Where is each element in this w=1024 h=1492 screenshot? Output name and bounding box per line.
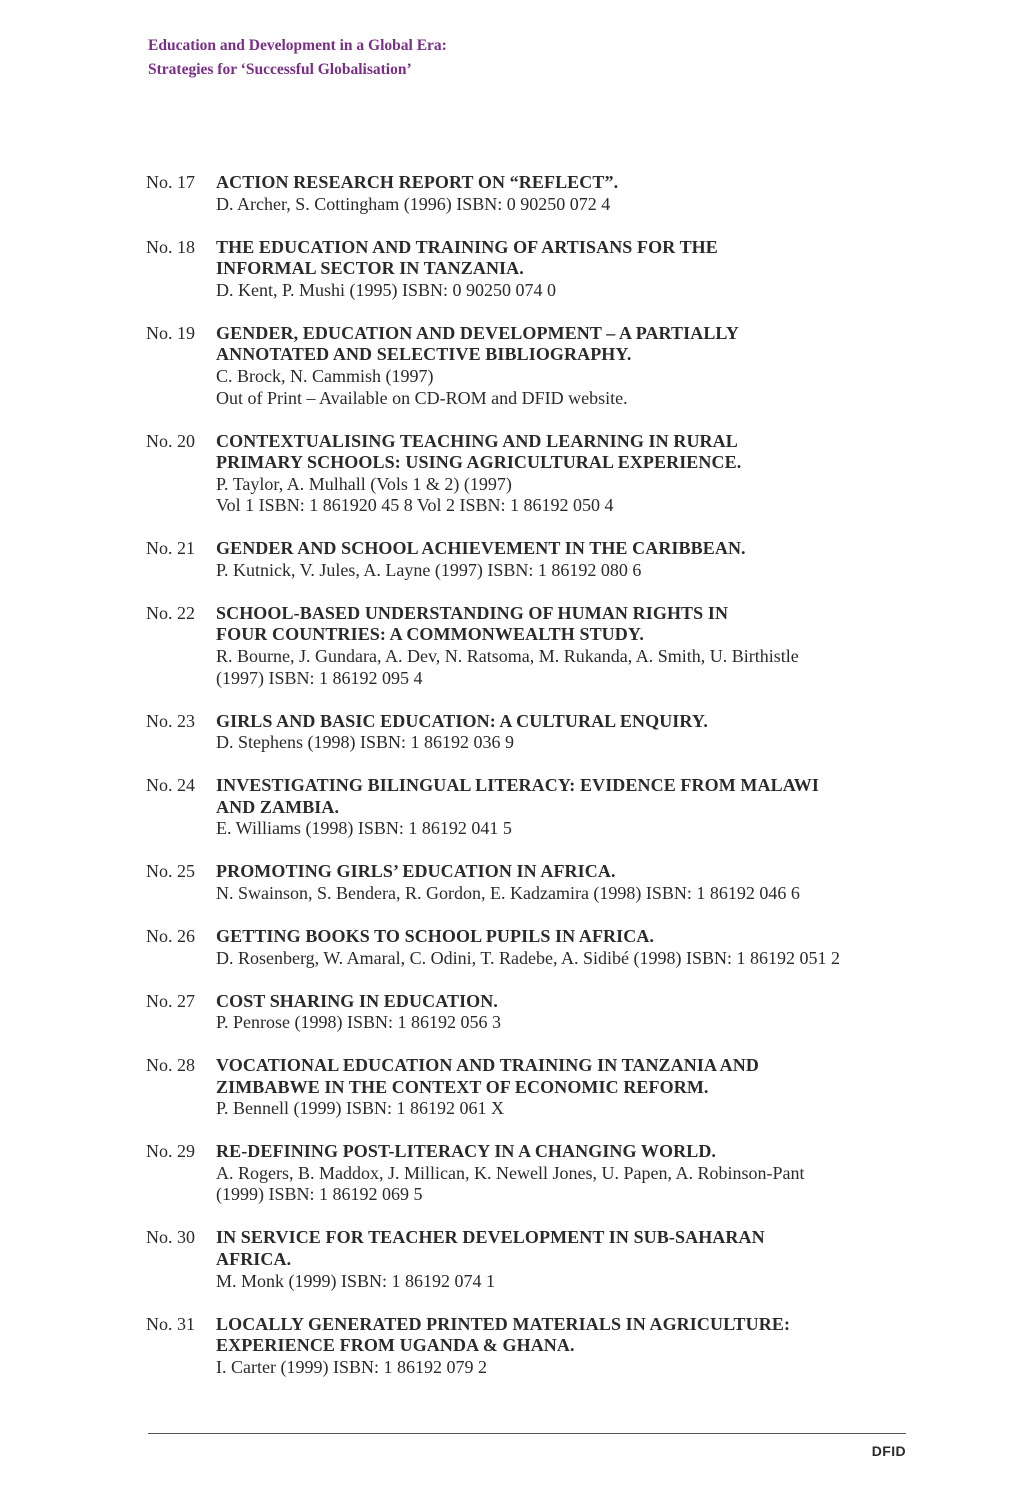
footer-rule xyxy=(148,1433,906,1434)
publication-entry xyxy=(146,431,946,517)
entry-body xyxy=(216,1227,946,1292)
entry-title-line: INVESTIGATING BILINGUAL LITERACY: EVIDENCE FROM MALAWI xyxy=(216,775,820,796)
entry-number: No. 30 xyxy=(146,1227,195,1248)
entry-title-line: GENDER, EDUCATION AND DEVELOPMENT – A PARTIALLY xyxy=(216,322,739,343)
entry-number: No. 31 xyxy=(146,1313,195,1334)
entry-number: No. 22 xyxy=(146,602,195,623)
publication-entry xyxy=(146,1314,946,1379)
entry-title xyxy=(216,603,946,646)
entry-body xyxy=(216,603,946,689)
publication-list xyxy=(146,172,946,1400)
publication-entry xyxy=(146,775,946,840)
publication-entry xyxy=(146,1055,946,1120)
entry-title-line: ACTION RESEARCH REPORT ON “REFLECT”. xyxy=(216,172,619,192)
entry-title xyxy=(216,237,946,280)
entry-detail-line: D. Stephens (1998) ISBN: 1 86192 036 9 xyxy=(216,732,514,753)
publication-entry xyxy=(146,603,946,689)
entry-body xyxy=(216,538,946,581)
publication-entry xyxy=(146,237,946,302)
publication-entry xyxy=(146,323,946,409)
entry-title-line: GETTING BOOKS TO SCHOOL PUPILS IN AFRICA. xyxy=(216,925,655,946)
entry-title-line: LOCALLY GENERATED PRINTED MATERIALS IN AGRICULTURE: xyxy=(216,1313,791,1334)
entry-title xyxy=(216,1055,946,1098)
entry-detail-line: E. Williams (1998) ISBN: 1 86192 041 5 xyxy=(216,818,512,839)
entry-title xyxy=(216,926,946,948)
entry-detail-line: P. Penrose (1998) ISBN: 1 86192 056 3 xyxy=(216,1012,502,1033)
publication-entry xyxy=(146,538,946,581)
entry-title-line: INFORMAL SECTOR IN TANZANIA. xyxy=(216,258,524,279)
entry-title-line: PRIMARY SCHOOLS: USING AGRICULTURAL EXPERIENCE. xyxy=(216,452,742,473)
entry-body xyxy=(216,172,946,215)
entry-body xyxy=(216,323,946,409)
entry-detail-line: M. Monk (1999) ISBN: 1 86192 074 1 xyxy=(216,1270,496,1291)
entry-title xyxy=(216,431,946,474)
entry-title xyxy=(216,172,946,194)
entry-title xyxy=(216,1314,946,1357)
entry-detail-line: C. Brock, N. Cammish (1997) xyxy=(216,365,434,386)
running-head-line-1: Education and Development in a Global Era: xyxy=(148,37,447,54)
entry-number: No. 29 xyxy=(146,1141,195,1162)
entry-title xyxy=(216,775,946,818)
entry-detail-line: D. Rosenberg, W. Amaral, C. Odini, T. Radebe, A. Sidibé (1998) ISBN: 1 86192 051 2 xyxy=(216,947,840,968)
entry-title-line: GIRLS AND BASIC EDUCATION: A CULTURAL ENQUIRY. xyxy=(216,710,708,731)
entry-title-line: GENDER AND SCHOOL ACHIEVEMENT IN THE CARIBBEAN. xyxy=(216,538,746,559)
entry-body xyxy=(216,861,946,904)
entry-number: No. 20 xyxy=(146,430,195,451)
entry-detail-line: P. Taylor, A. Mulhall (Vols 1 & 2) (1997) xyxy=(216,473,512,494)
footer-label: DFID xyxy=(871,1443,906,1459)
publication-entry xyxy=(146,926,946,969)
publication-entry xyxy=(146,711,946,754)
running-head xyxy=(148,34,447,82)
publication-entry xyxy=(146,861,946,904)
entry-title-line: CONTEXTUALISING TEACHING AND LEARNING IN RURAL xyxy=(216,430,738,451)
entry-body xyxy=(216,926,946,969)
entry-detail-line: I. Carter (1999) ISBN: 1 86192 079 2 xyxy=(216,1356,487,1377)
entry-title xyxy=(216,711,946,733)
entry-title-line: AFRICA. xyxy=(216,1249,292,1270)
entry-number: No. 25 xyxy=(146,861,195,882)
entry-title xyxy=(216,538,946,560)
entry-body xyxy=(216,991,946,1034)
entry-detail-line: Out of Print – Available on CD-ROM and DFID website. xyxy=(216,387,628,408)
entry-number: No. 27 xyxy=(146,990,195,1011)
entry-title-line: IN SERVICE FOR TEACHER DEVELOPMENT IN SUB-SAHARAN xyxy=(216,1227,765,1248)
entry-number: No. 26 xyxy=(146,925,195,946)
entry-number: No. 18 xyxy=(146,236,195,257)
entry-body xyxy=(216,711,946,754)
entry-title xyxy=(216,323,946,366)
entry-title-line: VOCATIONAL EDUCATION AND TRAINING IN TANZANIA AND xyxy=(216,1055,759,1076)
entry-body xyxy=(216,1055,946,1120)
entry-detail-line: Vol 1 ISBN: 1 861920 45 8 Vol 2 ISBN: 1 86192 050 4 xyxy=(216,495,614,516)
entry-title-line: SCHOOL-BASED UNDERSTANDING OF HUMAN RIGHTS IN xyxy=(216,602,729,623)
publication-entry xyxy=(146,1227,946,1292)
publication-entry xyxy=(146,1141,946,1206)
entry-number: No. 21 xyxy=(146,538,195,559)
publication-entry xyxy=(146,991,946,1034)
entry-detail-line: (1999) ISBN: 1 86192 069 5 xyxy=(216,1184,423,1205)
publication-entry xyxy=(146,172,946,215)
entry-detail-line: (1997) ISBN: 1 86192 095 4 xyxy=(216,667,423,688)
entry-title-line: ZIMBABWE IN THE CONTEXT OF ECONOMIC REFORM. xyxy=(216,1076,709,1097)
entry-title-line: COST SHARING IN EDUCATION. xyxy=(216,990,498,1011)
entry-title xyxy=(216,991,946,1013)
entry-number: No. 24 xyxy=(146,775,195,796)
entry-detail-line: P. Bennell (1999) ISBN: 1 86192 061 X xyxy=(216,1098,504,1119)
entry-number: No. 23 xyxy=(146,710,195,731)
entry-title-line: THE EDUCATION AND TRAINING OF ARTISANS FOR THE xyxy=(216,236,718,257)
entry-title-line: AND ZAMBIA. xyxy=(216,796,340,817)
entry-number: No. 28 xyxy=(146,1055,195,1076)
entry-title-line: ANNOTATED AND SELECTIVE BIBLIOGRAPHY. xyxy=(216,344,632,365)
entry-detail-line: A. Rogers, B. Maddox, J. Millican, K. Newell Jones, U. Papen, A. Robinson-Pant xyxy=(216,1162,805,1183)
entry-body xyxy=(216,775,946,840)
entry-title-line: RE-DEFINING POST-LITERACY IN A CHANGING WORLD. xyxy=(216,1141,717,1162)
entry-detail-line: D. Archer, S. Cottingham (1996) ISBN: 0 90250 072 4 xyxy=(216,193,611,214)
entry-title-line: EXPERIENCE FROM UGANDA & GHANA. xyxy=(216,1335,575,1356)
entry-detail-line: N. Swainson, S. Bendera, R. Gordon, E. Kadzamira (1998) ISBN: 1 86192 046 6 xyxy=(216,882,800,903)
running-head-line-2: Strategies for ‘Successful Globalisation’ xyxy=(148,61,412,78)
entry-body xyxy=(216,1141,946,1206)
entry-detail-line: R. Bourne, J. Gundara, A. Dev, N. Ratsoma, M. Rukanda, A. Smith, U. Birthistle xyxy=(216,646,799,667)
entry-detail-line: D. Kent, P. Mushi (1995) ISBN: 0 90250 074 0 xyxy=(216,279,557,300)
entry-title xyxy=(216,861,946,883)
entry-title xyxy=(216,1227,946,1270)
entry-number: No. 19 xyxy=(146,322,195,343)
entry-title xyxy=(216,1141,946,1163)
entry-body xyxy=(216,237,946,302)
entry-number: No. 17 xyxy=(146,172,195,192)
entry-title-line: FOUR COUNTRIES: A COMMONWEALTH STUDY. xyxy=(216,624,644,645)
entry-detail-line: P. Kutnick, V. Jules, A. Layne (1997) ISBN: 1 86192 080 6 xyxy=(216,559,642,580)
entry-title-line: PROMOTING GIRLS’ EDUCATION IN AFRICA. xyxy=(216,861,616,882)
entry-body xyxy=(216,1314,946,1379)
entry-body xyxy=(216,431,946,517)
